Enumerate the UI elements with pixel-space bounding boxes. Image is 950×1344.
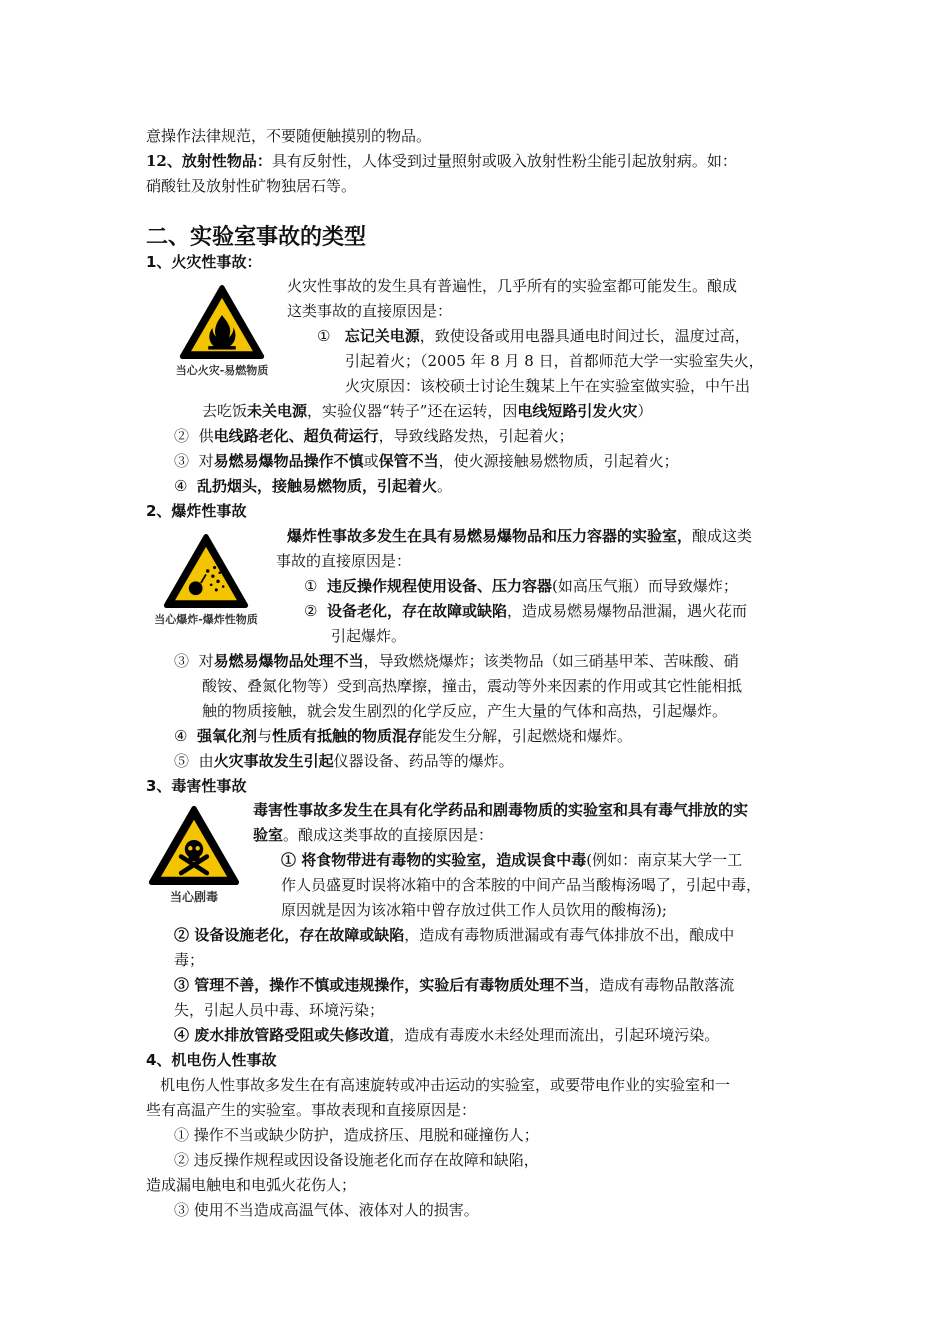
explosion-cause-1: ① 违反操作规程使用设备、压力容器(如高压气瓶）而导致爆炸； xyxy=(304,577,738,595)
explosion-cause-5: ⑤ 由火灾事故发生引起仪器设备、药品等的爆炸。 xyxy=(174,752,514,770)
text-line: 机电伤人性事故多发生在有高速旋转或冲击运动的实验室，或要带电作业的实验室和一 xyxy=(160,1076,731,1094)
toxic-warning-sign xyxy=(144,805,244,905)
text-line: 失，引起人员中毒、环境污染； xyxy=(174,1001,385,1019)
toxic-cause-4: ④ 废水排放管路受阻或失修改道，造成有毒废水未经处理而流出，引起环境污染。 xyxy=(174,1026,720,1044)
explosion-warning-sign xyxy=(146,533,266,627)
mech-cause-3: ③ 使用不当造成高温气体、液体对人的损害。 xyxy=(174,1201,479,1219)
text-line: 这类事故的直接原因是： xyxy=(287,302,453,320)
skull-warning-icon xyxy=(148,805,240,886)
text-line: 爆炸性事故多发生在具有易燃易爆物品和压力容器的实验室，酿成这类 xyxy=(287,527,753,545)
toxic-cause-1: ① 将食物带进有毒物的实验室，造成误食中毒(例如：南京某大学一工 xyxy=(281,851,743,869)
text-line: 火灾性事故的发生具有普遍性，几乎所有的实验室都可能发生。酿成 xyxy=(287,277,738,295)
text-line: 火灾原因：该校硕士讨论生魏某上午在实验室做实验，中午出 xyxy=(345,377,751,395)
toxic-cause-2: ② 设备设施老化，存在故障或缺陷，造成有毒物质泄漏或有毒气体排放不出，酿成中 xyxy=(174,926,735,944)
explosion-heading: 2、爆炸性事故 xyxy=(146,502,247,520)
toxic-cause-3: ③ 管理不善，操作不慎或违规操作，实验后有毒物质处理不当，造成有毒物品散落流 xyxy=(174,976,735,994)
explosion-cause-3: ③ 对易燃易爆物品处理不当，导致燃烧爆炸；该类物品（如三硝基甲苯、苦味酸、硝 xyxy=(174,652,739,670)
text-line: 事故的直接原因是： xyxy=(276,552,412,570)
text-line: 硝酸钍及放射性矿物独居石等。 xyxy=(146,177,357,195)
fire-heading: 1、火灾性事故： xyxy=(146,253,262,271)
text-line: 意操作法律规范，不要随便触摸别的物品。 xyxy=(146,127,432,145)
text-line: 作人员盛夏时误将冰箱中的含苯胺的中间产品当酸梅汤喝了，引起中毒， xyxy=(281,876,762,894)
fire-cause-1: ① 忘记关电源，致使设备或用电器具通电时间过长，温度过高， xyxy=(317,327,750,345)
explosion-warning-icon xyxy=(163,533,249,609)
fire-warning-sign xyxy=(166,284,278,378)
text-line: 触的物质接触，就会发生剧烈的化学反应，产生大量的气体和高热，引起爆炸。 xyxy=(202,702,728,720)
fire-cause-3: ③ 对易燃易爆物品操作不慎或保管不当，使火源接触易燃物质，引起着火； xyxy=(174,452,679,470)
text-line: 些有高温产生的实验室。事故表现和直接原因是： xyxy=(146,1101,477,1119)
text-line: 引起着火；（2005 年 8 月 8 日，首都师范大学一实验室失火， xyxy=(345,352,764,370)
text-line: 酸铵、叠氮化物等）受到高热摩擦，撞击，震动等外来因素的作用或其它性能相抵 xyxy=(202,677,743,695)
toxic-heading: 3、毒害性事故 xyxy=(146,777,247,795)
fire-cause-4: ④ 乱扔烟头，接触易燃物质，引起着火。 xyxy=(174,477,453,495)
item-12-radioactive: 12、放射性物品：具有反射性，人体受到过量照射或吸入放射性粉尘能引起放射病。如： xyxy=(146,152,737,170)
sign-caption: 当心剧毒 xyxy=(169,890,218,904)
text-line: 验室。酿成这类事故的直接原因是： xyxy=(253,826,494,844)
sign-caption: 当心火灾-易燃物质 xyxy=(175,364,269,377)
text-line: 毒害性事故多发生在具有化学药品和剧毒物质的实验室和具有毒气排放的实 xyxy=(253,801,749,819)
section-title: 二、实验室事故的类型 xyxy=(146,225,367,250)
mech-cause-2: ② 违反操作规程或因设备设施老化而存在故障和缺陷， xyxy=(174,1151,539,1169)
text-line: 造成漏电触电和电弧火花伤人； xyxy=(146,1176,357,1194)
explosion-cause-4: ④ 强氧化剂与性质有抵触的物质混存能发生分解，引起燃烧和爆炸。 xyxy=(174,727,633,745)
mech-heading: 4、机电伤人性事故 xyxy=(146,1051,277,1069)
explosion-cause-2: ② 设备老化，存在故障或缺陷，造成易燃易爆物品泄漏，遇火花而 xyxy=(304,602,748,620)
sign-caption: 当心爆炸-爆炸性物质 xyxy=(154,613,258,626)
mech-cause-1: ① 操作不当或缺少防护，造成挤压、甩脱和碰撞伤人； xyxy=(174,1126,539,1144)
text-line: 去吃饭未关电源，实验仪器“转子”还在运转，因电线短路引发火灾） xyxy=(202,402,653,420)
text-line: 引起爆炸。 xyxy=(331,627,407,645)
text-line: 毒； xyxy=(174,951,205,969)
text-line: 原因就是因为该冰箱中曾存放过供工作人员饮用的酸梅汤); xyxy=(281,901,667,919)
fire-cause-2: ② 供电线路老化、超负荷运行，导致线路发热，引起着火； xyxy=(174,427,574,445)
flame-warning-icon xyxy=(179,284,265,360)
